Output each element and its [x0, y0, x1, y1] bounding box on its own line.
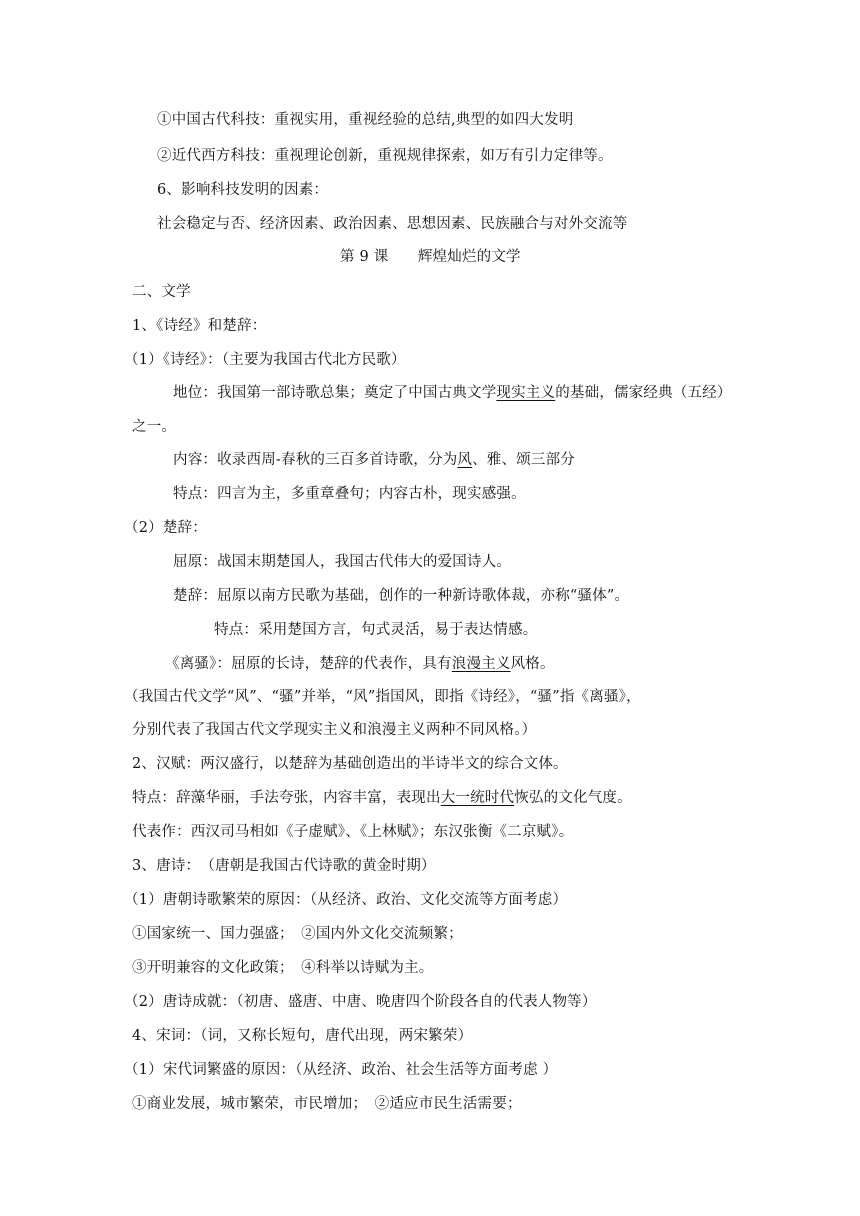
text-line-songci-reasons-heading: （1）宋代词繁盛的原因：（从经济、政治、社会生活等方面考虑 ） [124, 1062, 558, 1078]
text-line-songci-heading: 4、宋词：（词，又称长短句，唐代出现，两宋繁荣） [132, 1028, 473, 1044]
text-line-ancient-tech: ①中国古代科技：重视实用，重视经验的总结,典型的如四大发明 [157, 112, 574, 128]
lesson-title: 第 9 课 辉煌灿烂的文学 [340, 249, 521, 265]
underlined-term-realism: 现实主义 [496, 385, 556, 401]
text-line-tangshi-reasons-1: ①国家统一、国力强盛； ②国内外文化交流频繁； [132, 926, 463, 942]
text-line-lisao [165, 654, 555, 674]
text-segment: 、雅、颂三部分 [472, 452, 576, 468]
text-line-factors: 社会稳定与否、经济因素、政治因素、思想因素、民族融合与对外交流等 [157, 216, 628, 232]
text-line-chuci-def: 楚辞：屈原以南方民歌为基础，创作的一种新诗歌体裁，亦称“骚体”。 [173, 588, 630, 604]
text-segment: 地位：我国第一部诗歌总集；奠定了中国古典文学 [173, 385, 497, 401]
text-line-western-tech: ②近代西方科技：重视理论创新，重视规律探索，如万有引力定律等。 [157, 148, 613, 164]
text-line-tangshi-reasons-2: ③开明兼容的文化政策； ④科举以诗赋为主。 [132, 960, 434, 976]
text-line-shijing-status [173, 383, 732, 403]
text-line-chuci-heading: （2）楚辞： [124, 520, 207, 536]
text-line-shijing-content [173, 450, 575, 470]
text-line-tangshi-achievements: （2）唐诗成就：（初唐、盛唐、中唐、晚唐四个阶段各自的代表人物等） [124, 994, 597, 1010]
text-segment: 风格。 [510, 656, 555, 672]
text-segment: 特点：辞藻华丽，手法夸张，内容丰富，表现出 [132, 790, 441, 806]
text-line-fengsao-note: （我国古代文学“风”、“骚”并举，“风”指国风，即指《诗经》，“骚”指《离骚》， [124, 689, 641, 705]
text-line-chuci-features: 特点：采用楚国方言，句式灵活，易于表达情感。 [214, 622, 538, 638]
section-heading-literature: 二、文学 [132, 284, 191, 300]
text-segment: 《离骚》：屈原的长诗，楚辞的代表作，具有 [165, 656, 452, 672]
text-line-fengsao-note-cont: 分别代表了我国古代文学现实主义和浪漫主义两种不同风格。） [132, 722, 537, 738]
text-line-quyuan: 屈原：战国末期楚国人，我国古代伟大的爱国诗人。 [173, 554, 512, 570]
text-line-hanfu: 2、汉赋：两汉盛行，以楚辞为基础创造出的半诗半文的综合文体。 [132, 756, 568, 772]
underlined-term-feng: 风 [457, 452, 473, 468]
text-line-songci-reasons: ①商业发展，城市繁荣，市民增加； ②适应市民生活需要； [132, 1096, 522, 1112]
text-segment: 的基础，儒家经典（五经） [555, 385, 732, 401]
underlined-term-unification-era: 大一统时代 [440, 790, 515, 806]
text-line-tangshi-heading: 3、唐诗： （唐朝是我国古代诗歌的黄金时期） [132, 858, 436, 874]
text-segment: 恢弘的文化气度。 [514, 790, 632, 806]
text-line-shijing-heading: （1）《诗经》：（主要为我国古代北方民歌） [124, 352, 406, 368]
text-line-factors-heading: 6、影响科技发明的因素： [157, 182, 329, 198]
text-segment: 内容：收录西周-春秋的三百多首诗歌，分为 [173, 452, 458, 468]
text-line-shijing-features: 特点：四言为主，多重章叠句；内容古朴，现实感强。 [173, 486, 526, 502]
text-line-hanfu-works: 代表作：西汉司马相如《子虚赋》、《上林赋》；东汉张衡《二京赋》。 [132, 824, 574, 840]
text-line-tangshi-reasons-heading: （1）唐朝诗歌繁荣的原因：（从经济、政治、文化交流等方面考虑） [124, 892, 568, 908]
text-line-hanfu-features [132, 788, 632, 808]
underlined-term-romanticism: 浪漫主义 [451, 656, 511, 672]
text-line-shijing-status-cont: 之一。 [132, 419, 177, 435]
text-line-shijing-chuci-heading: 1、《诗经》和楚辞： [132, 318, 267, 334]
